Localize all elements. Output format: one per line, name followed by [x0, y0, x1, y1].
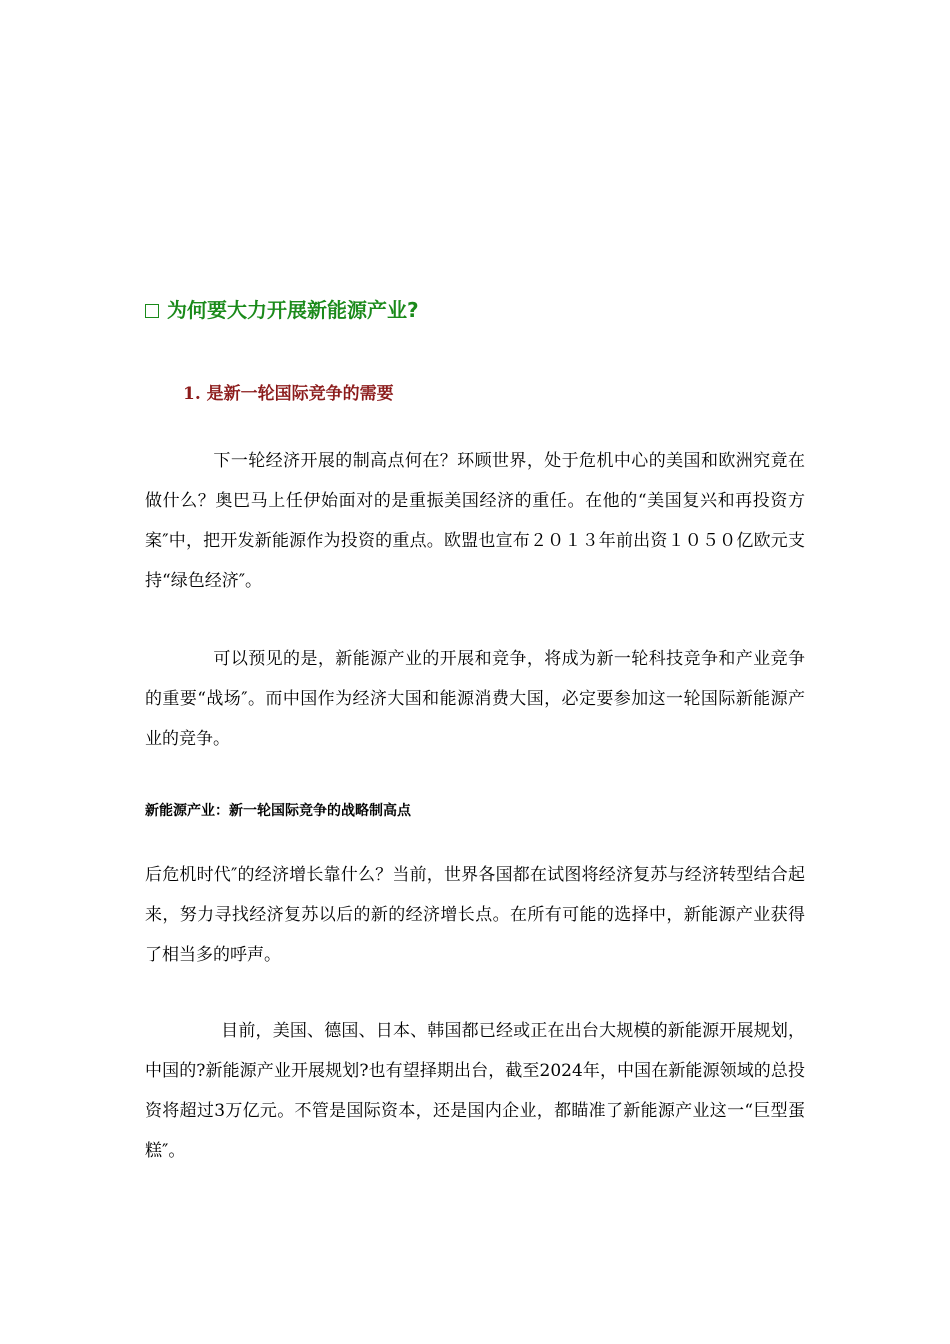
small-heading: 新能源产业：新一轮国际竞争的战略制高点 — [145, 803, 411, 819]
paragraph-4 — [145, 1011, 805, 1171]
paragraph-2-text: 可以预见的是，新能源产业的开展和竞争，将成为新一轮科技竞争和产业竞争的重要“战场″。而中国作为经济大国和能源消费大国，必定要参加这一轮国际新能源产业的竞争。 — [145, 649, 805, 749]
paragraph-2 — [145, 639, 805, 759]
paragraph-4-text: 目前，美国、德国、日本、韩国都已经或正在出台大规模的新能源开展规划，中国的?新能源产业开展规划?也有望择期出台，截至2024年，中国在新能源领域的总投资将超过3万亿元。不管是国际资本，还是国内企业，都瞄准了新能源产业这一“巨型蛋糕″。 — [145, 1021, 805, 1161]
paragraph-1-text: 下一轮经济开展的制高点何在？环顾世界，处于危机中心的美国和欧洲究竟在做什么？奥巴马上任伊始面对的是重振美国经济的重任。在他的“美国复兴和再投资方案″中，把开发新能源作为投资的重点。欧盟也宣布２０１３年前出资１０５０亿欧元支持“绿色经济″。 — [145, 451, 805, 591]
paragraph-1 — [145, 441, 805, 601]
paragraph-3 — [145, 855, 805, 975]
paragraph-3-text: 后危机时代″的经济增长靠什么？当前，世界各国都在试图将经济复苏与经济转型结合起来，努力寻找经济复苏以后的新的经济增长点。在所有可能的选择中，新能源产业获得了相当多的呼声。 — [145, 865, 805, 965]
section-heading — [145, 296, 419, 324]
subsection-heading: 1. 是新一轮国际竞争的需要 — [183, 384, 394, 404]
hollow-square-icon — [145, 304, 159, 318]
section-title: 为何要大力开展新能源产业? — [167, 298, 419, 322]
